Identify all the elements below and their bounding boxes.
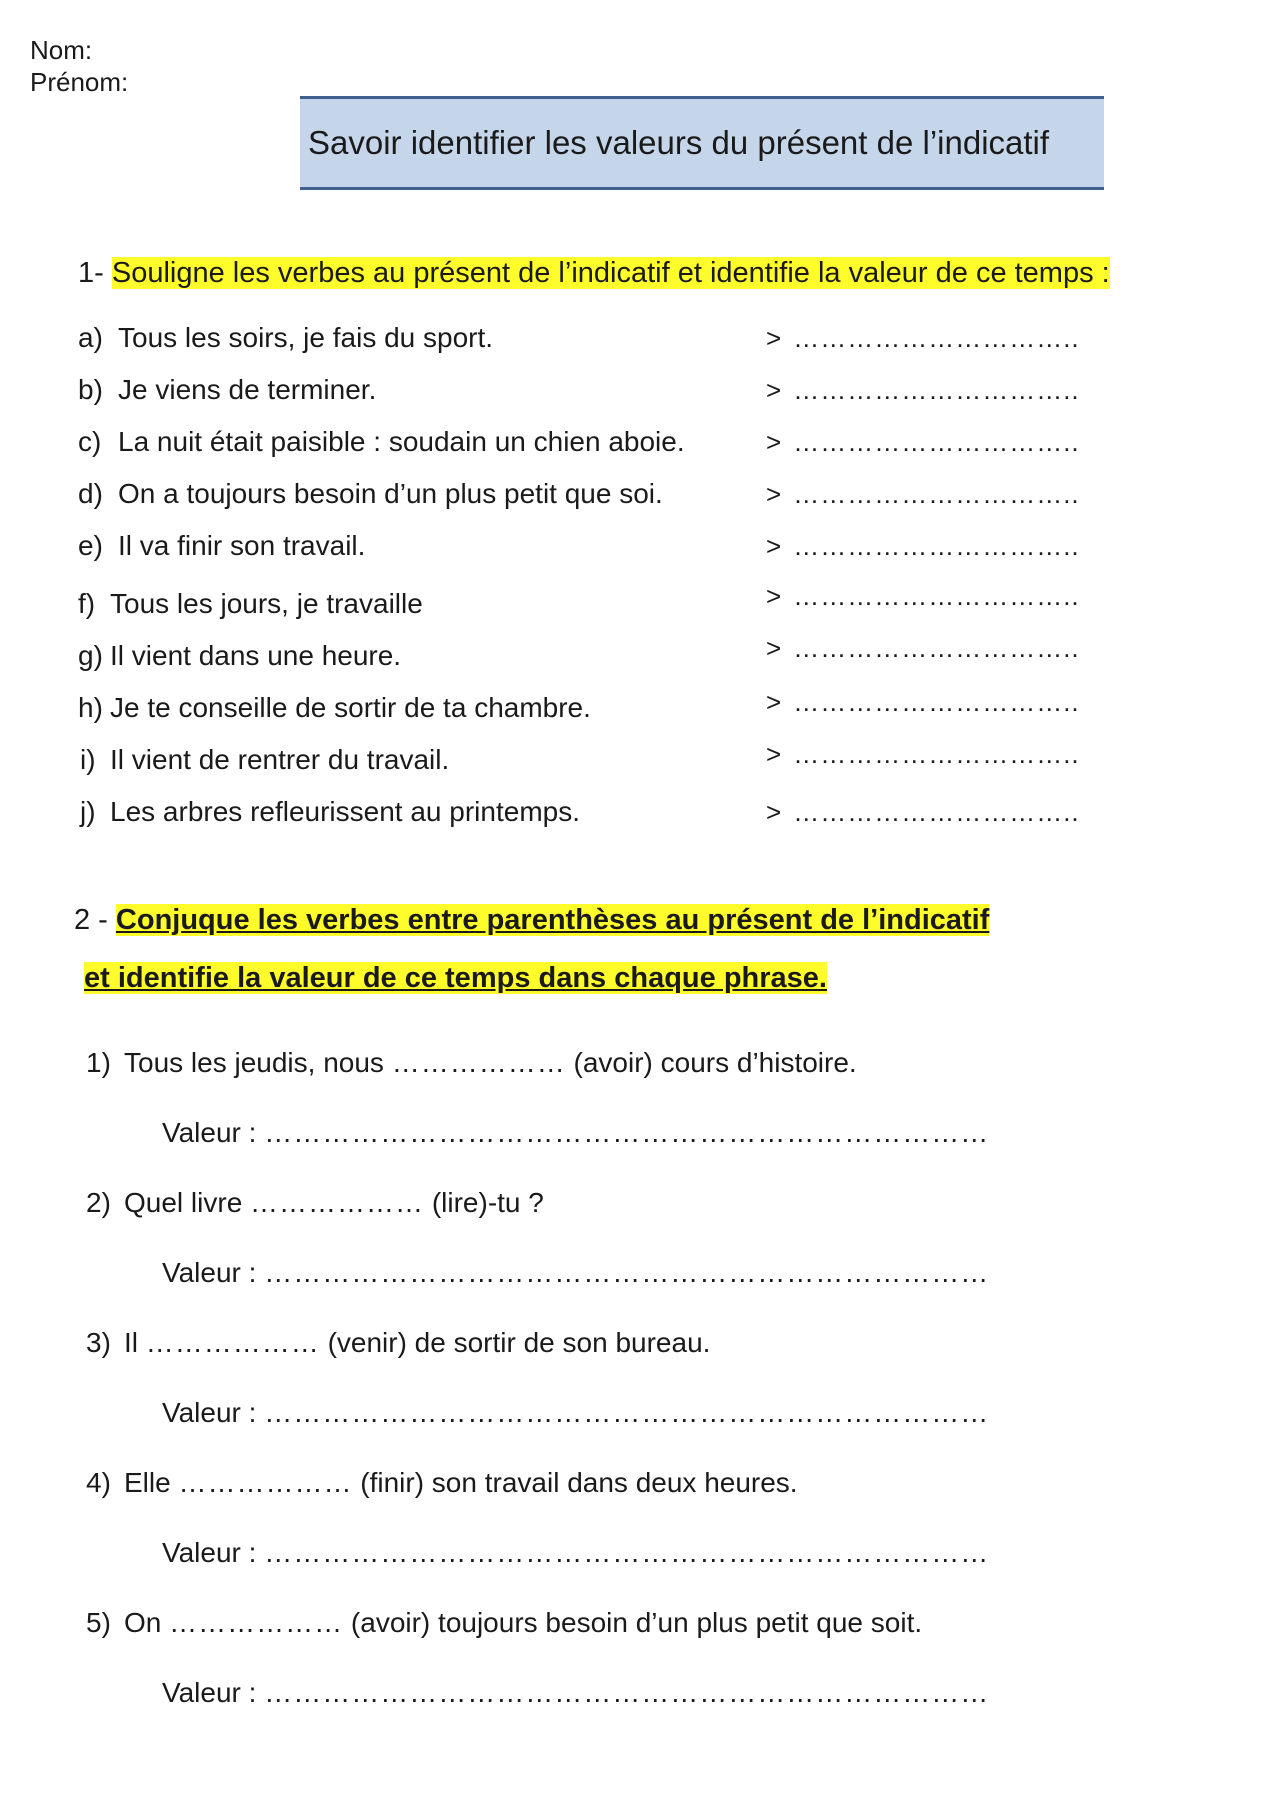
item-label: b)	[78, 374, 103, 405]
item-text: La nuit était paisible : soudain un chien aboie.	[118, 426, 685, 457]
title-box	[300, 96, 1104, 190]
item-text: Je viens de terminer.	[118, 374, 377, 405]
exercise-sentence: 5) On ……………… (avoir) toujours besoin d’un plus petit que soit.	[86, 1607, 923, 1638]
page-title: Savoir identifier les valeurs du présent de l’indicatif	[308, 124, 1050, 161]
item-label: i)	[80, 744, 96, 775]
exercise-sentence: 1) Tous les jeudis, nous ……………… (avoir) cours d’histoire.	[86, 1047, 857, 1078]
list-item	[78, 320, 493, 356]
item-label: d)	[78, 478, 103, 509]
conjugation-blank[interactable]: ………………	[250, 1187, 425, 1218]
section1-instruction	[78, 253, 1110, 293]
item-label: c)	[78, 426, 102, 457]
answer-line[interactable]: > …………………………..	[766, 739, 1080, 769]
section1-instruction-text: Souligne les verbes au présent de l’indicatif et identifie la valeur de ce temps :	[111, 257, 1110, 289]
conjugation-blank[interactable]: ………………	[178, 1467, 353, 1498]
item-text: Je te conseille de sortir de ta chambre.	[110, 692, 591, 723]
item-text: Tous les soirs, je fais du sport.	[118, 322, 494, 353]
list-item	[78, 638, 401, 674]
list-item	[78, 372, 376, 408]
conjugation-blank[interactable]: ………………	[145, 1327, 320, 1358]
valeur-line[interactable]: Valeur : …………………………………………………………………	[162, 1117, 990, 1148]
answer-line[interactable]: > …………………………..	[766, 633, 1080, 663]
list-item	[80, 742, 449, 778]
answer-line[interactable]: > …………………………..	[766, 687, 1080, 717]
nom-label: Nom:	[30, 35, 93, 65]
conjugation-blank[interactable]: ………………	[169, 1607, 344, 1638]
item-text: On a toujours besoin d’un plus petit que soi.	[118, 478, 663, 509]
valeur-line[interactable]: Valeur : …………………………………………………………………	[162, 1257, 990, 1288]
list-item	[78, 586, 423, 622]
section2-instruction-line2	[84, 958, 827, 998]
item-label: e)	[78, 530, 103, 561]
item-text: Il vient de rentrer du travail.	[110, 744, 450, 775]
list-item	[78, 528, 365, 564]
answer-line[interactable]: > …………………………..	[766, 375, 1080, 405]
item-text: Il va finir son travail.	[118, 530, 366, 561]
valeur-line[interactable]: Valeur : …………………………………………………………………	[162, 1677, 990, 1708]
list-item	[78, 424, 685, 460]
valeur-line[interactable]: Valeur : …………………………………………………………………	[162, 1537, 990, 1568]
answer-line[interactable]: > …………………………..	[766, 323, 1080, 353]
exercise-sentence: 3) Il ……………… (venir) de sortir de son bureau.	[86, 1327, 711, 1358]
answer-line[interactable]: > …………………………..	[766, 797, 1080, 827]
exercise-sentence: 4) Elle ……………… (finir) son travail dans deux heures.	[86, 1467, 798, 1498]
item-label: f)	[78, 588, 96, 619]
section2-instruction-text1: Conjuque les verbes entre parenthèses au présent de l’indicatif	[115, 904, 990, 936]
exercise-sentence: 2) Quel livre ……………… (lire)-tu ?	[86, 1187, 544, 1218]
item-label: h)	[78, 692, 103, 723]
item-text: Les arbres refleurissent au printemps.	[110, 796, 580, 827]
list-item	[78, 690, 591, 726]
conjugation-blank[interactable]: ………………	[391, 1047, 566, 1078]
item-label: g)	[78, 640, 103, 671]
list-item	[80, 794, 580, 830]
item-label: a)	[78, 322, 103, 353]
item-text: Il vient dans une heure.	[110, 640, 402, 671]
section2-instruction-line1	[74, 900, 989, 940]
prenom-label: Prénom:	[30, 67, 129, 97]
answer-line[interactable]: > …………………………..	[766, 581, 1080, 611]
section1-number: 1-	[78, 257, 104, 289]
list-item	[78, 476, 663, 512]
item-text: Tous les jours, je travaille	[110, 588, 423, 619]
section2-instruction-text2: et identifie la valeur de ce temps dans chaque phrase.	[84, 962, 827, 994]
item-label: j)	[80, 796, 96, 827]
answer-line[interactable]: > …………………………..	[766, 427, 1080, 457]
valeur-line[interactable]: Valeur : …………………………………………………………………	[162, 1397, 990, 1428]
answer-line[interactable]: > …………………………..	[766, 531, 1080, 561]
section2-number: 2 -	[74, 904, 108, 936]
answer-line[interactable]: > …………………………..	[766, 479, 1080, 509]
